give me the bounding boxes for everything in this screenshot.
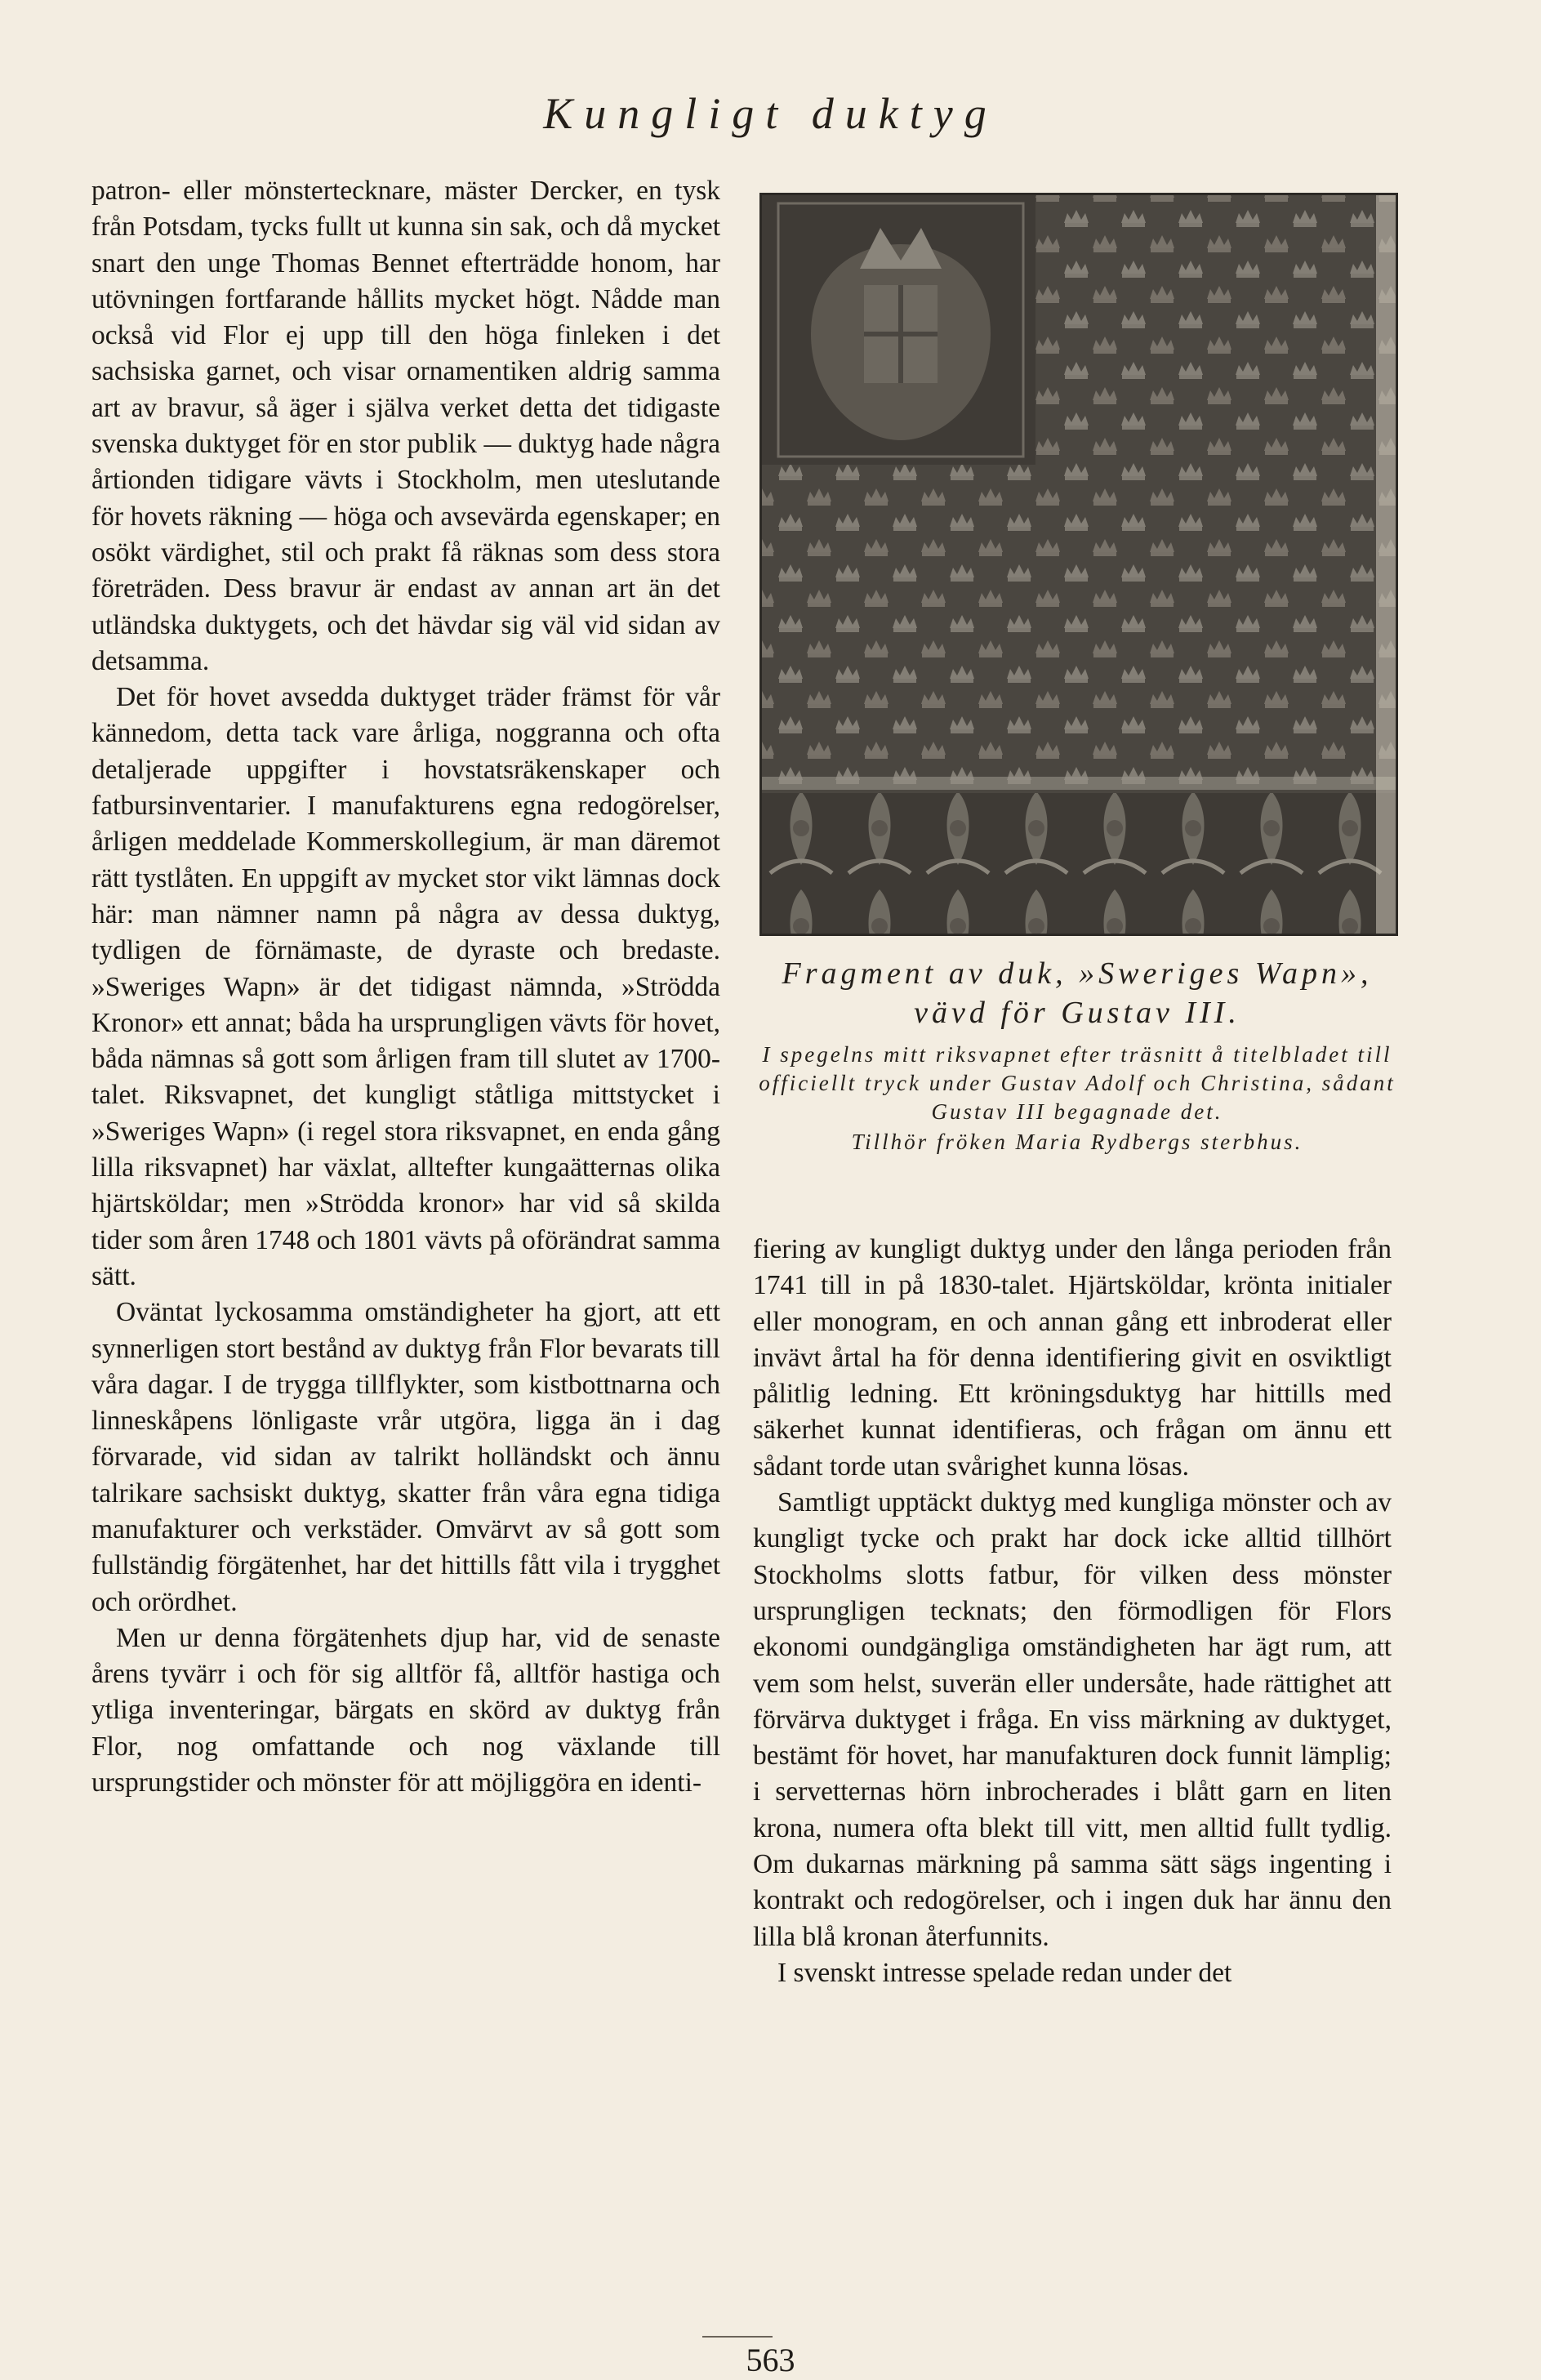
paragraph: patron- eller mönstertecknare, mäster Dercker, en tysk från Potsdam, tycks fullt ut kunna sin sak, och då mycket snart den unge Thomas Bennet efterträdde honom, har utövningen fortfarande hållits mycket högt. Nådde man också vid Flor ej upp till den höga finleken i det sachsiska garnet, och visar ornamentiken aldrig samma art av bravur, så äger i själva verket detta det tidigaste svenska duktyget för en stor publik — duktyg hade några årtionden tidigare vävts i Stockholm, men uteslutande för hovets räkning — höga och avsevärda egenskaper; en osökt värdighet, stil och prakt få räknas som dess stora företräden. Dess bravur är endast av annan art än det utländska duktygets, och det hävdar sig väl vid sidan av detsamma. (91, 176, 720, 676)
paragraph: Men ur denna förgätenhets djup har, vid de senaste årens tyvärr i och för sig alltför få, alltför hastiga och ytliga inventeringar, bärgats en skörd av duktyg från Flor, nog omfattande och nog växlande till ursprungstider och mönster för att möjliggöra en identi- (91, 1622, 720, 1798)
caption-ownership: Tillhör fröken Maria Rydbergs sterbhus. (851, 1130, 1303, 1154)
damask-tablecloth-photo (759, 193, 1398, 936)
paragraph: I svenskt intresse spelade redan under det (777, 1957, 1232, 1988)
left-text-column (91, 173, 720, 1801)
tablecloth-pattern-image (762, 195, 1396, 934)
page-number: 563 (746, 2342, 795, 2378)
running-head: Kungligt duktyg (543, 89, 998, 138)
caption-description: I spegelns mitt riksvapnet efter träsnitt å titelbladet till officiellt tryck under Gustav Adolf och Christina, sådant Gustav III begagnade det. (759, 1042, 1396, 1124)
paragraph: fiering av kungligt duktyg under den långa perioden från 1741 till in på 1830-talet. Hjärtsköldar, krönta initialer eller monogram, en och annan gång ett inbroderat eller invävt årtal ha för denna identifiering givit en osviktligt pålitlig ledning. Ett kröningsduktyg har hittills med säkerhet kunnat identifieras, och frågan om ännu ett sådant torde utan svårighet kunna lösas. (753, 1234, 1392, 1482)
folio-rule (702, 2336, 773, 2338)
paragraph: Oväntat lyckosamma omständigheter ha gjort, att ett synnerligen stort bestånd av duktyg från Flor bevarats till våra dagar. I de trygga tillflykter, som kistbottnarna och linneskåpens lönligaste vrår utgöra, ligga än i dag förvarade, vid sidan av talrikt holländskt och ännu talrikare sachsiskt duktyg, skatter från våra egna tidiga manufakturer och verkstäder. Omvärvt av så gott som fullständig förgätenhet, har det hittills fått vila i trygghet och orördhet. (91, 1297, 720, 1617)
figure-caption (758, 954, 1396, 1157)
paragraph: Det för hovet avsedda duktyget träder främst för vår kännedom, detta tack vare årliga, noggranna och ofta detaljerade uppgifter i hovstatsräkenskaper och fatbursinventarier. I manufakturens egna redogörelser, årligen meddelade Kommerskollegium, är man däremot rätt tystlåten. En uppgift av mycket stor vikt lämnas dock här: man nämner namn på några av dessa duktyg, tydligen de förnämaste, de dyraste och bredaste. »Sweriges Wapn» är det tidigast nämnda, »Strödda Kronor» ett annat; båda ha ursprungligen vävts för hovet, båda nämnas så gott som årligen fram till slutet av 1700-talet. Riksvapnet, det kungligt ståtliga mittstycket i »Sweriges Wapn» (i regel stora riksvapnet, en enda gång lilla riksvapnet) har växlat, alltefter kungaätternas olika hjärtsköldar; men »Strödda kronor» har vid så skilda tider som åren 1748 och 1801 vävts på oförändrat samma sätt. (91, 682, 720, 1291)
caption-title: Fragment av duk, »Sweriges Wapn», vävd för Gustav III. (782, 956, 1373, 1030)
right-text-column (753, 1232, 1392, 1991)
paragraph: Samtligt upptäckt duktyg med kungliga mönster och av kungligt tycke och prakt har dock icke alltid tillhört Stockholms slotts fatbur, för vilken dess mönster ursprungligen tecknats; den förmodligen för Flors ekonomi oundgängliga omständigheten har ägt rum, att vem som helst, suverän eller undersåte, hade rättighet att förvärva duktyget i fråga. En viss märkning av duktyget, bestämt för hovet, har manufakturen dock funnit lämplig; i servetternas hörn inbrocherades i blått garn en liten krona, numera ofta blekt till vitt, men alltid fullt tydlig. Om dukarnas märkning på samma sätt sägs ingenting i kontrakt och redogörelser, och i ingen duk har ännu den lilla blå kronan återfunnits. (753, 1487, 1392, 1952)
